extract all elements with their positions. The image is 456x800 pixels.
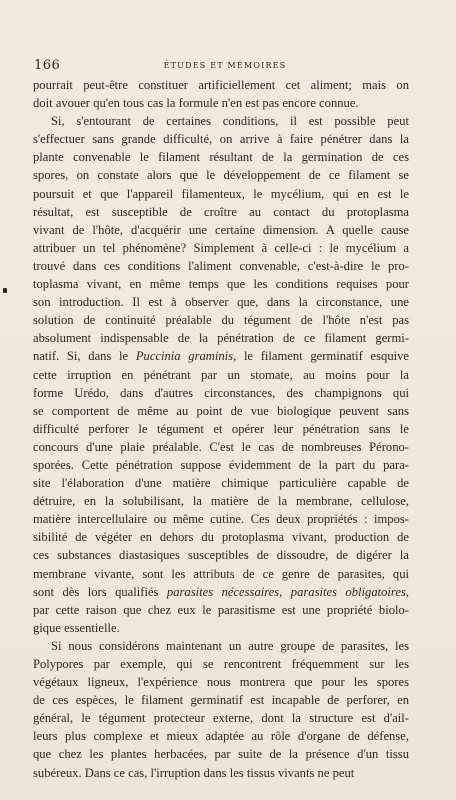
text-line: se comportent de même au point de vue biologique peuvent sans bbox=[33, 403, 409, 418]
text-line: solution de continuité préalable du tégument de l'hôte n'est pas bbox=[33, 313, 409, 328]
text-line: leurs plus complexe et mieux adaptée au rôle d'organe de défense, bbox=[33, 729, 409, 744]
text-line: par cette raison que chez eux le parasitisme est une propriété biolo- bbox=[33, 602, 409, 617]
running-head: ÉTUDES ET MÉMOIRES bbox=[163, 61, 287, 70]
text-line: plante convenable le filament résultant de la germination de ces bbox=[33, 150, 409, 165]
text-line: sont dès lors qualifiés parasites nécessaires, parasites obligatoires, bbox=[33, 584, 409, 599]
margin-ink-mark bbox=[3, 288, 7, 293]
text-line: matière intercellulaire ou même cutine. Ces deux propriétés : impos- bbox=[33, 512, 409, 527]
text-line: Si nous considérons maintenant un autre groupe de parasites, les bbox=[51, 638, 409, 653]
text-line: trouvé dans ces conditions l'aliment convenable, c'est-à-dire le pro- bbox=[33, 258, 409, 273]
text-line: cette irruption en pénétrant par un stomate, au moins pour la bbox=[33, 367, 409, 382]
text-line: natif. Si, dans le Puccinia graminis, le filament germinatif esquive bbox=[33, 349, 409, 364]
text-line: absolument indispensable de la pénétration de ce filament germi- bbox=[33, 331, 409, 346]
italic-term: parasites nécessaires, parasites obligatoires, bbox=[166, 584, 409, 599]
text-line: son introduction. Il est à observer que, dans la circonstance, une bbox=[33, 295, 409, 310]
text-line: ces substances diastasiques susceptibles de dissoudre, de digérer la bbox=[33, 548, 409, 563]
page-number: 166 bbox=[34, 58, 61, 73]
text-line: que chez les plantes herbacées, par suite de la présence d'un tissu bbox=[33, 747, 409, 762]
text-line: gique essentielle. bbox=[33, 620, 120, 635]
text-line: concours d'une plaie préalable. C'est le cas de nombreuses Pérono- bbox=[33, 439, 409, 454]
text-line: de ces espèces, le filament germinatif est incapable de perforer, en bbox=[33, 693, 409, 708]
text-line: difficulté perforer le tégument et opérer leur pénétration sans le bbox=[33, 421, 409, 436]
text-line: sporées. Cette pénétration suppose évidemment de la part du para- bbox=[33, 457, 409, 472]
text-line: Polypores par exemple, qui se rencontrent fréquemment sur les bbox=[33, 657, 409, 671]
text-line: s'effectuer sans grande difficulté, on arrive à faire pénétrer dans la bbox=[33, 132, 409, 147]
text-line: site l'élaboration d'une matière chimique particulière capable de bbox=[33, 476, 409, 491]
text-line: membrane vivante, sont les attributs de ce genre de parasites, qui bbox=[33, 566, 409, 581]
page-header bbox=[34, 58, 416, 74]
text-line: attribuer un tel phénomène? Simplement à celle-ci : le mycélium a bbox=[33, 240, 409, 255]
text-line: poursuit et que l'appareil filamenteux, le mycélium, qui en est le bbox=[33, 186, 409, 201]
text-line: subéreux. Dans ce cas, l'irruption dans les tissus vivants ne peut bbox=[33, 765, 355, 780]
text-line: forme Urédo, dans d'autres circonstances, des champignons qui bbox=[33, 385, 409, 400]
text-line: végétaux ligneux, l'expérience nous montrera que pour les spores bbox=[33, 675, 409, 690]
body-text bbox=[33, 76, 409, 782]
text-line: pourrait peut-être constituer artificiellement cet aliment; mais on bbox=[33, 78, 409, 92]
text-line: vivant de l'hôte, d'acquérir une certaine dimension. A quelle cause bbox=[33, 222, 409, 237]
text-line: détruire, en la solubilisant, la matière de la membrane, cellulose, bbox=[33, 494, 409, 509]
text-line: résultat, est susceptible de croître au contact du protoplasma bbox=[33, 204, 409, 219]
text-line: doit avouer qu'en tous cas la formule n'en est pas encore connue. bbox=[33, 96, 359, 111]
text-line: sibilité de végéter en dehors du protoplasma vivant, production de bbox=[33, 530, 409, 545]
text-line: Si, s'entourant de certaines conditions, il est possible peut bbox=[51, 114, 409, 129]
italic-term: Puccinia graminis bbox=[135, 349, 234, 364]
text-line: toplasma vivant, en même temps que les conditions requises pour bbox=[33, 277, 409, 292]
text-line: général, le tégument protecteur externe, dont la structure est d'ail- bbox=[33, 711, 409, 726]
text-line: spores, on constate alors que le développement de ce filament se bbox=[33, 168, 409, 183]
